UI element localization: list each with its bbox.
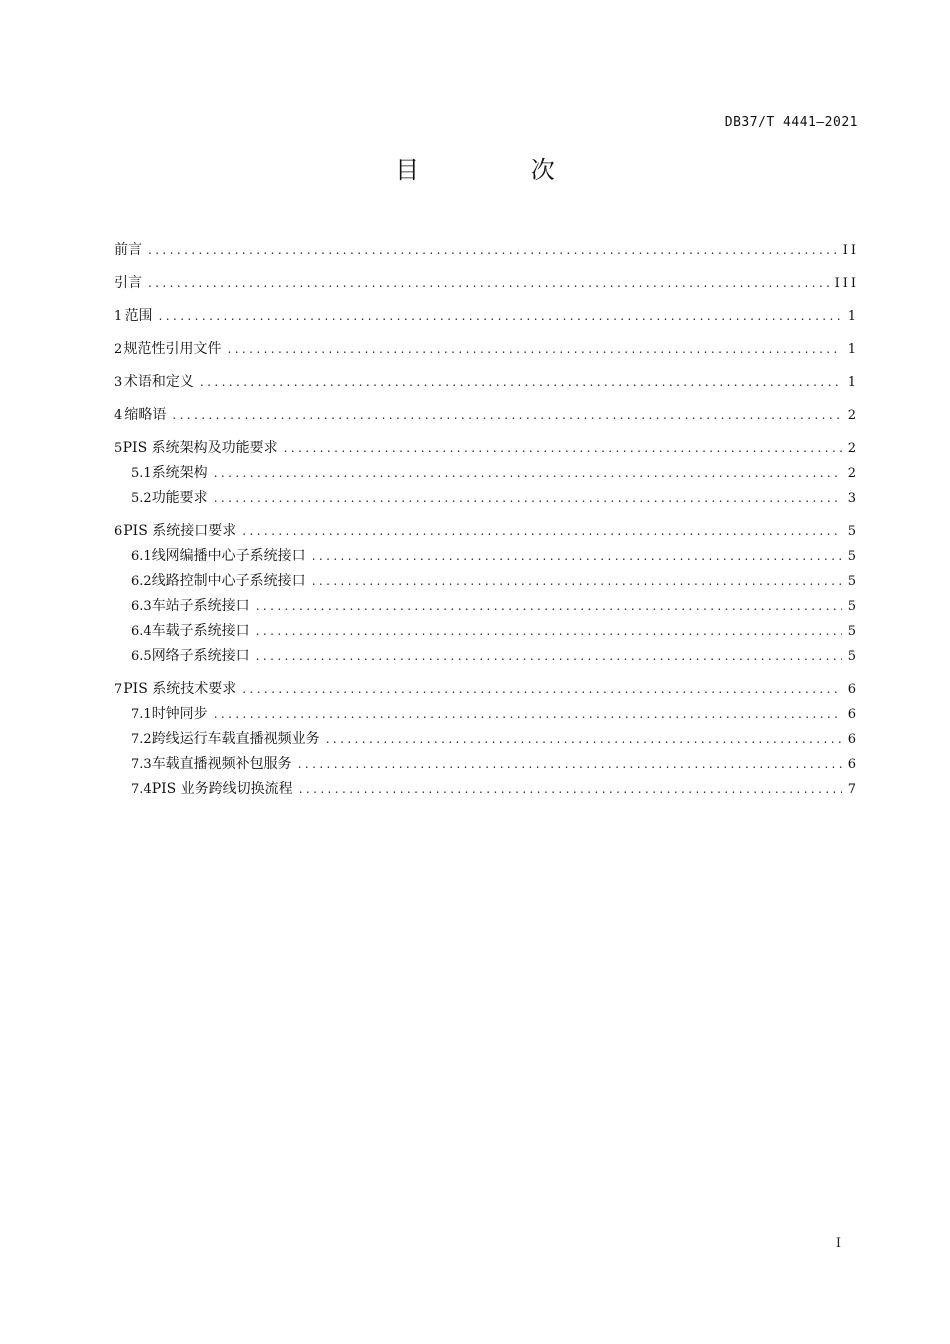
toc-leader-dots [214, 486, 842, 510]
toc-leader-dots [326, 727, 842, 751]
toc-entry-label: 功能要求 [151, 490, 208, 506]
toc-leader-dots [242, 519, 841, 543]
toc-leader-dots [298, 752, 842, 776]
toc-leader-dots [200, 370, 842, 394]
toc-entry-label: 引言 [114, 275, 142, 291]
toc-entry[interactable] [114, 594, 859, 619]
toc-leader-dots [256, 644, 842, 668]
toc-entry[interactable] [114, 436, 859, 461]
toc-leader-dots [299, 777, 842, 801]
toc-entry-page: 2 [847, 441, 859, 456]
toc-entry-label: 时钟同步 [151, 706, 208, 722]
toc-entry-number: 7.3 [131, 757, 152, 772]
toc-entry-number: 4 [114, 408, 123, 423]
toc-leader-dots [214, 702, 842, 726]
toc-entry-page: 5 [847, 574, 859, 589]
toc-entry-label: PIS 系统技术要求 [123, 681, 237, 697]
page-title: 目 次 [395, 156, 607, 184]
toc-entry-label: PIS 系统接口要求 [123, 523, 237, 539]
toc-entry-label: 前言 [114, 242, 142, 258]
toc-entry-number: 5 [114, 441, 123, 456]
toc-entry[interactable] [114, 370, 859, 395]
toc-entry-number: 7 [114, 682, 123, 697]
toc-entry[interactable] [114, 271, 859, 296]
toc-entry-page: 5 [847, 599, 859, 614]
toc-entry-page: 1 [847, 309, 859, 324]
toc-entry-label: 跨线运行车载直播视频业务 [151, 731, 320, 747]
toc-entry-page: 7 [847, 782, 859, 797]
toc-entry-label: 规范性引用文件 [123, 341, 222, 357]
toc-entry-page: 6 [847, 707, 859, 722]
toc-entry-number: 7.4 [131, 782, 152, 797]
toc-entry-page: 5 [847, 549, 859, 564]
toc-leader-dots [228, 337, 842, 361]
toc-entry-label: 网络子系统接口 [151, 648, 250, 664]
toc-entry-label: 车载子系统接口 [151, 623, 250, 639]
toc-entry-number: 1 [114, 309, 123, 324]
toc-leader-dots [256, 594, 842, 618]
toc-leader-dots [148, 238, 837, 262]
toc-leader-dots [242, 677, 841, 701]
toc-entry-page: 6 [847, 757, 859, 772]
toc-entry[interactable] [114, 752, 859, 777]
toc-entry-label: 系统架构 [151, 465, 208, 481]
toc-entry-number: 5.1 [131, 466, 152, 481]
toc-entry[interactable] [114, 544, 859, 569]
toc-entry[interactable] [114, 238, 859, 263]
toc-entry-label: PIS 业务跨线切换流程 [151, 781, 293, 797]
toc-entry-number: 6.5 [131, 649, 152, 664]
toc-entry-page: III [834, 276, 859, 291]
toc-entry-number: 6.3 [131, 599, 152, 614]
toc-entry-number: 3 [114, 375, 123, 390]
toc-entry[interactable] [114, 727, 859, 752]
toc-entry-number: 6.1 [131, 549, 152, 564]
toc-entry[interactable] [114, 702, 859, 727]
toc-entry-page: 3 [847, 491, 859, 506]
toc-entry-number: 6 [114, 524, 123, 539]
toc-entry[interactable] [114, 337, 859, 362]
toc-entry-number: 5.2 [131, 491, 152, 506]
toc-entry-page: 5 [847, 524, 859, 539]
toc-entry[interactable] [114, 486, 859, 511]
toc-entry-label: PIS 系统架构及功能要求 [122, 440, 278, 456]
toc-entry[interactable] [114, 569, 859, 594]
toc-entry[interactable] [114, 403, 859, 428]
toc-entry-page: 5 [847, 624, 859, 639]
toc-entry-label: 缩略语 [124, 407, 167, 423]
toc-entry-label: 术语和定义 [123, 374, 194, 390]
table-of-contents [114, 238, 859, 802]
toc-entry-label: 车站子系统接口 [151, 598, 250, 614]
toc-leader-dots [159, 304, 842, 328]
toc-entry-number: 2 [114, 342, 123, 357]
toc-entry-page: II [842, 243, 859, 258]
toc-entry-page: 6 [847, 732, 859, 747]
toc-entry-page: 2 [847, 466, 859, 481]
toc-entry[interactable] [114, 677, 859, 702]
toc-entry-number: 6.2 [131, 574, 152, 589]
toc-leader-dots [172, 403, 841, 427]
toc-leader-dots [312, 544, 842, 568]
toc-entry-label: 范围 [124, 308, 153, 324]
page-number: I [835, 1236, 841, 1251]
toc-entry[interactable] [114, 304, 859, 329]
document-code: DB37/T 4441—2021 [724, 115, 858, 130]
toc-entry[interactable] [114, 777, 859, 802]
toc-entry[interactable] [114, 619, 859, 644]
toc-entry-page: 5 [847, 649, 859, 664]
toc-entry-label: 车载直播视频补包服务 [151, 756, 292, 772]
toc-entry-page: 1 [847, 342, 859, 357]
toc-leader-dots [148, 271, 829, 295]
toc-entry-page: 2 [847, 408, 859, 423]
toc-entry[interactable] [114, 461, 859, 486]
toc-entry-label: 线网编播中心子系统接口 [151, 548, 306, 564]
toc-entry-number: 7.1 [131, 707, 152, 722]
toc-entry-label: 线路控制中心子系统接口 [151, 573, 306, 589]
toc-leader-dots [214, 461, 842, 485]
toc-leader-dots [312, 569, 842, 593]
toc-entry-number: 7.2 [131, 732, 152, 747]
toc-entry-number: 6.4 [131, 624, 152, 639]
toc-entry-page: 1 [847, 375, 859, 390]
toc-leader-dots [284, 436, 842, 460]
toc-entry[interactable] [114, 519, 859, 544]
toc-entry[interactable] [114, 644, 859, 669]
toc-entry-page: 6 [847, 682, 859, 697]
toc-leader-dots [256, 619, 842, 643]
